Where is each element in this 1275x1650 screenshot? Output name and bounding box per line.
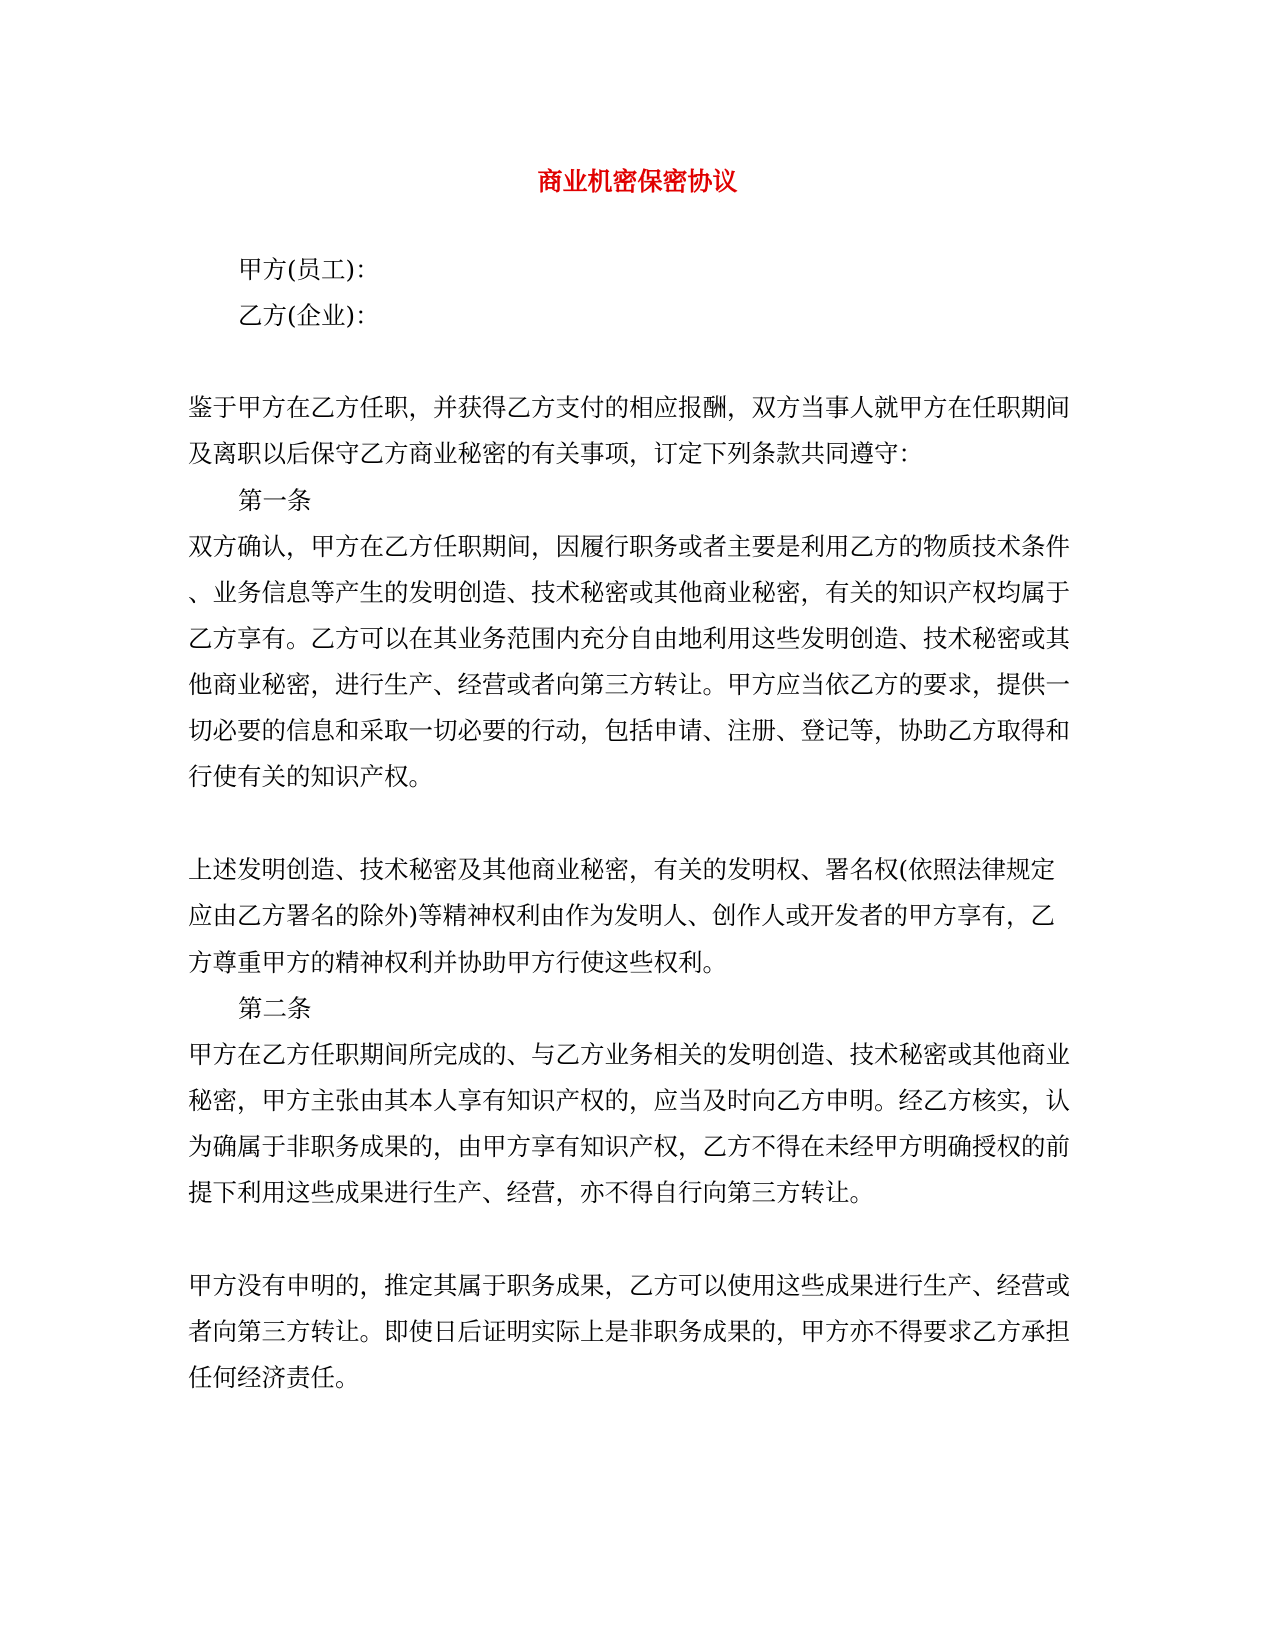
article1-p1-line: 行使有关的知识产权。 bbox=[188, 762, 433, 791]
article2-p2-line: 任何经济责任。 bbox=[188, 1363, 360, 1392]
article2-p2-line: 甲方没有申明的，推定其属于职务成果，乙方可以使用这些成果进行生产、经营或 bbox=[188, 1271, 1070, 1300]
article1-p1-line: 双方确认，甲方在乙方任职期间，因履行职务或者主要是利用乙方的物质技术条件 bbox=[188, 532, 1070, 561]
article1-p1-line: 、业务信息等产生的发明创造、技术秘密或其他商业秘密，有关的知识产权均属于 bbox=[188, 578, 1070, 607]
article1-p2-line: 方尊重甲方的精神权利并协助甲方行使这些权利。 bbox=[188, 948, 727, 977]
article2-heading: 第二条 bbox=[238, 994, 312, 1023]
party-a-label: 甲方(员工)： bbox=[238, 255, 380, 284]
article1-p2-line: 应由乙方署名的除外)等精神权利由作为发明人、创作人或开发者的甲方享有，乙 bbox=[188, 901, 1056, 930]
article2-p1-line: 甲方在乙方任职期间所完成的、与乙方业务相关的发明创造、技术秘密或其他商业 bbox=[188, 1040, 1070, 1069]
article2-p1-line: 为确属于非职务成果的，由甲方享有知识产权，乙方不得在未经甲方明确授权的前 bbox=[188, 1132, 1070, 1161]
article1-p1-line: 乙方享有。乙方可以在其业务范围内充分自由地利用这些发明创造、技术秘密或其 bbox=[188, 624, 1070, 653]
document-title: 商业机密保密协议 bbox=[537, 167, 738, 196]
article2-p2-line: 者向第三方转让。即使日后证明实际上是非职务成果的，甲方亦不得要求乙方承担 bbox=[188, 1317, 1070, 1346]
article1-p2-line: 上述发明创造、技术秘密及其他商业秘密，有关的发明权、署名权(依照法律规定 bbox=[188, 855, 1056, 884]
party-b-label: 乙方(企业)： bbox=[238, 301, 380, 330]
preamble-line: 及离职以后保守乙方商业秘密的有关事项，订定下列条款共同遵守： bbox=[188, 439, 923, 468]
article1-heading: 第一条 bbox=[238, 486, 312, 515]
article2-p1-line: 秘密，甲方主张由其本人享有知识产权的，应当及时向乙方申明。经乙方核实，认 bbox=[188, 1086, 1070, 1115]
preamble-line: 鉴于甲方在乙方任职，并获得乙方支付的相应报酬，双方当事人就甲方在任职期间 bbox=[188, 393, 1070, 422]
article2-p1-line: 提下利用这些成果进行生产、经营，亦不得自行向第三方转让。 bbox=[188, 1178, 874, 1207]
article1-p1-line: 他商业秘密，进行生产、经营或者向第三方转让。甲方应当依乙方的要求，提供一 bbox=[188, 670, 1070, 699]
article1-p1-line: 切必要的信息和采取一切必要的行动，包括申请、注册、登记等，协助乙方取得和 bbox=[188, 716, 1070, 745]
